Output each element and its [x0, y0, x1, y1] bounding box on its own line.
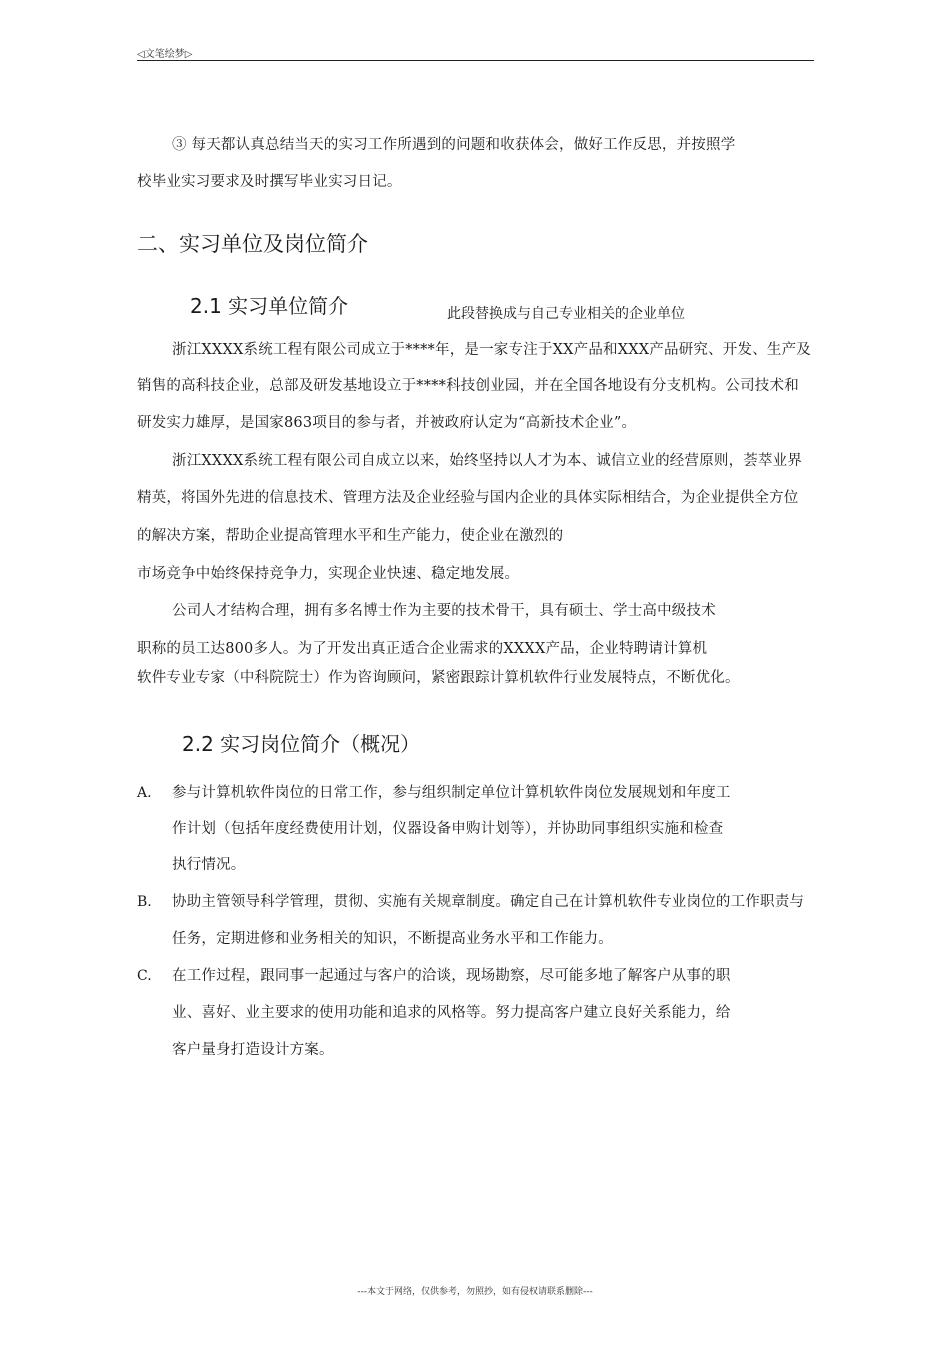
paragraph-line: 软件专业专家（中科院院士）作为咨询顾问，紧密跟踪计算机软件行业发展特点，不断优化。 [137, 670, 740, 686]
paragraph-line: 公司人才结构合理，拥有多名博士作为主要的技术骨干，具有硕士、学士高中级技术 [172, 603, 716, 619]
paragraph-line: 职称的员工达800多人。为了开发出真正适合企业需求的XXXX产品，企业特聘请计算机 [137, 641, 708, 657]
subsection-heading: 2.1 实习单位简介 [190, 294, 349, 318]
paragraph-line: 市场竞争中始终保持竞争力，实现企业快速、稳定地发展。 [137, 566, 520, 582]
section-heading: 二、实习单位及岗位简介 [137, 232, 368, 256]
page-footer: ---本文于网络，仅供参考，勿照抄，如有侵权请联系删除--- [357, 1287, 593, 1297]
intro-line: ③ 每天都认真总结当天的实习工作所遇到的问题和收获体会，做好工作反思，并按照学 [172, 137, 736, 153]
header-divider [137, 60, 814, 61]
list-item-line: 作计划（包括年度经费使用计划，仪器设备申购计划等），并协助同事组织实施和检查 [172, 821, 724, 837]
list-item-line: 参与计算机软件岗位的日常工作，参与组织制定单位计算机软件岗位发展规划和年度工 [172, 785, 731, 801]
list-marker: B. [137, 894, 152, 910]
paragraph-line: 浙江XXXX系统工程有限公司自成立以来，始终坚持以人才为本、诚信立业的经营原则，荟萃业界 [172, 453, 803, 469]
list-item-line: 协助主管领导科学管理，贯彻、实施有关规章制度。确定自己在计算机软件专业岗位的工作职责与 [172, 894, 805, 910]
paragraph-line: 精英，将国外先进的信息技术、管理方法及企业经验与国内企业的具体实际相结合，为企业提供全方位 [137, 490, 799, 506]
editor-note: 此段替换成与自己专业相关的企业单位 [447, 306, 685, 322]
list-item-line: 执行情况。 [172, 857, 246, 873]
intro-line: 校毕业实习要求及时撰写毕业实习日记。 [137, 174, 402, 190]
list-marker: A. [137, 785, 152, 801]
subsection-heading: 2.2 实习岗位简介（概况） [182, 732, 421, 756]
paragraph-line: 销售的高科技企业，总部及研发基地设立于****科技创业园，并在全国各地设有分支机构。公司技术和 [137, 378, 799, 394]
running-header: ◁文笔绘梦▷ [137, 49, 193, 60]
paragraph-line: 浙江XXXX系统工程有限公司成立于****年，是一家专注于XX产品和XXX产品研究、开发、生产及 [172, 342, 812, 358]
paragraph-line: 的解决方案，帮助企业提高管理水平和生产能力，使企业在激烈的 [137, 528, 564, 544]
list-item-line: 业、喜好、业主要求的使用功能和追求的风格等。努力提高客户建立良好关系能力，给 [172, 1005, 731, 1021]
list-marker: C. [137, 968, 152, 984]
list-item-line: 客户量身打造设计方案。 [172, 1042, 334, 1058]
paragraph-line: 研发实力雄厚，是国家863项目的参与者，并被政府认定为“高新技术企业”。 [137, 415, 637, 431]
list-item-line: 在工作过程，跟同事一起通过与客户的洽谈，现场勘察，尽可能多地了解客户从事的职 [172, 968, 731, 984]
list-item-line: 任务，定期进修和业务相关的知识，不断提高业务水平和工作能力。 [172, 931, 613, 947]
